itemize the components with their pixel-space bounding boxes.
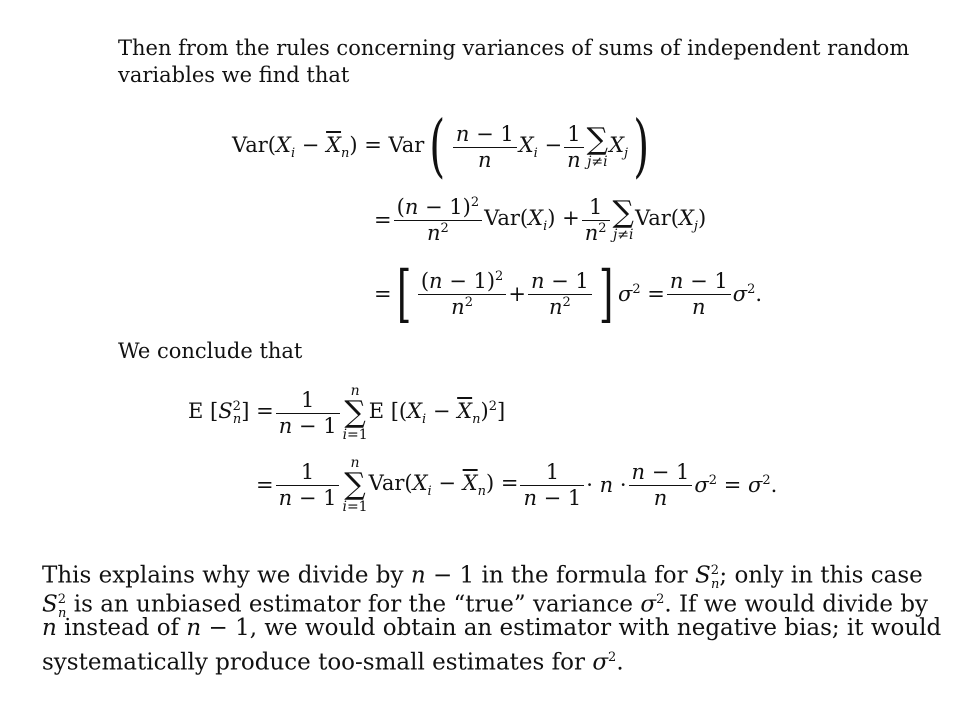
final-line-2: $S^2_n$ is an unbiased estimator for the “true” variance $\sigma^2$. If we would divide by (42, 591, 929, 622)
equation-expectation-line-1: E $[S^2_n]$ = $\frac{1}{n - 1}$ n ∑ i=1 E $[(X_i - \overline{X}_n)^2]$ (188, 383, 506, 443)
equation-variance-line-3: = [ $\frac{(n - 1)^2}{n^2}$ + $\frac{n - 1}{n^2}$ ] $\sigma^2$ = $\frac{n - 1}{n}$ $\sigma^2$. (374, 257, 763, 330)
equation-variance-line-2: = $\frac{(n - 1)^2}{n^2}$ $Var(X_i)$ + $\frac{1}{n^2}$ ∑ j≠i $Var(X_j)$ (374, 195, 707, 245)
conclude-text: We conclude that (118, 339, 303, 363)
equation-expectation-line-2: = $\frac{1}{n - 1}$ n ∑ i=1 $Var(X_i - \overline{X}_n)$ = $\frac{1}{n - 1}$ · n · $\frac{n - 1}{n}$ $\sigma^2 = \sigma^2$. (256, 455, 778, 515)
equation-variance-line-1: $Var(X_i - \overline{X}_n)$ = Var ( $\frac{n - 1}{n}$ $X_i$ − $\frac{1}{n}$ ∑ j≠i $X_j$ ) (232, 107, 650, 186)
final-line-1: This explains why we divide by n − 1 in the formula for $S^2_n$; only in this case (42, 562, 923, 593)
intro-line-2: variables we find that (118, 63, 350, 87)
final-line-4: systematically produce too-small estimates for $\sigma^2$. (42, 649, 624, 676)
final-line-3: n instead of n − 1, we would obtain an estimator with negative bias; it would (42, 615, 942, 641)
intro-line-1: Then from the rules concerning variances of sums of independent random (118, 36, 910, 60)
